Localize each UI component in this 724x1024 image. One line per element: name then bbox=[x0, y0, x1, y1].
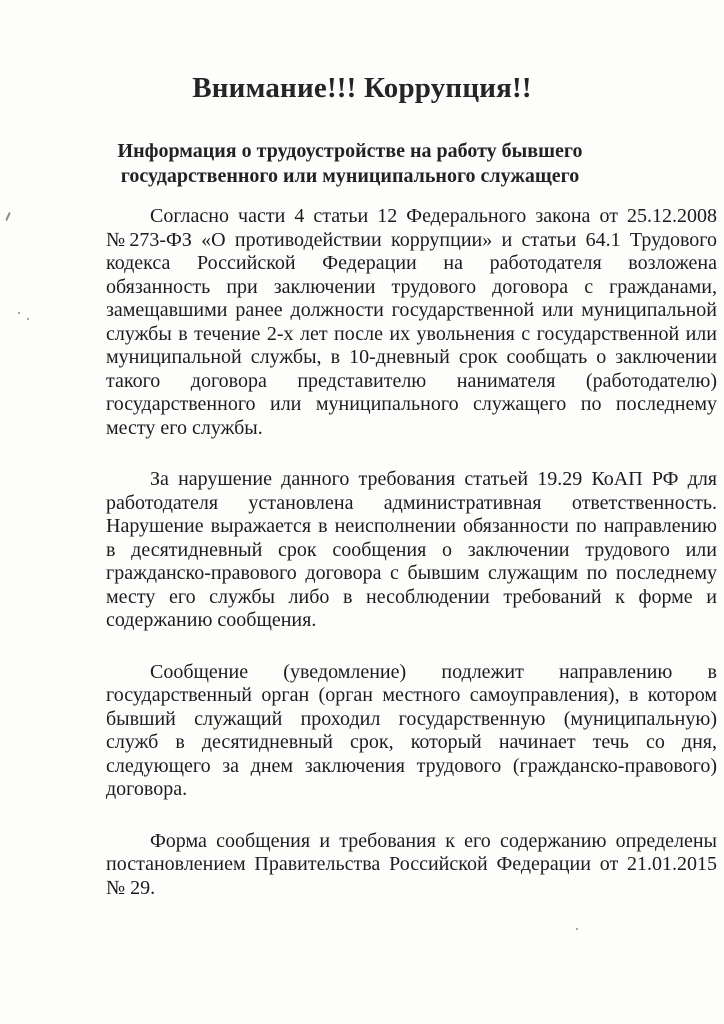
document-subtitle: Информация о трудоустройстве на работу бывшего государственного или муниципального служащего bbox=[117, 140, 583, 187]
paragraph-legal-obligation: Согласно части 4 статьи 12 Федерального закона от 25.12.2008 №273-ФЗ «О противодействии коррупции» и статьи 64.1 Трудового кодекса Российской Федерации на работодателя возложена обязанность при заключении трудового договора с гражданами, замещавшими ранее должности государственной или муниципальной службы в течение 2-х лет после их увольнения с государственной или муниципальной службы, в 10-дневный срок сообщать о заключении такого договора представителю нанимателя (работодателю) государственного или муниципального служащего по последнему месту его службы. bbox=[106, 205, 717, 439]
document-body bbox=[106, 205, 717, 900]
scan-speck bbox=[27, 318, 29, 320]
scan-speck bbox=[5, 212, 11, 221]
paragraph-notification: Сообщение (уведомление) подлежит направлению в государственный орган (орган местного самоуправления), в котором бывший служащий проходил государственную (муниципальную) служб в десятидневный срок, который начинает течь со дня, следующего за днем заключения трудового (гражданско-правового) договора. bbox=[106, 660, 717, 800]
page-title: Внимание!!! Коррупция!! bbox=[192, 72, 532, 104]
scan-speck bbox=[18, 312, 20, 314]
paragraph-liability: За нарушение данного требования статьей 19.29 КоАП РФ для работодателя установлена административная ответственность. Нарушение выражается в неисполнении обязанности по направлению в десятидневный срок сообщения о заключении трудового или гражданско-правового договора с бывшим служащим по последнему месту его службы либо в несоблюдении требований к форме и содержанию сообщения. bbox=[106, 468, 717, 631]
scan-speck bbox=[576, 928, 578, 930]
paragraph-form-requirements: Форма сообщения и требования к его содержанию определены постановлением Правительства Российской Федерации от 21.01.2015 № 29. bbox=[106, 829, 717, 899]
